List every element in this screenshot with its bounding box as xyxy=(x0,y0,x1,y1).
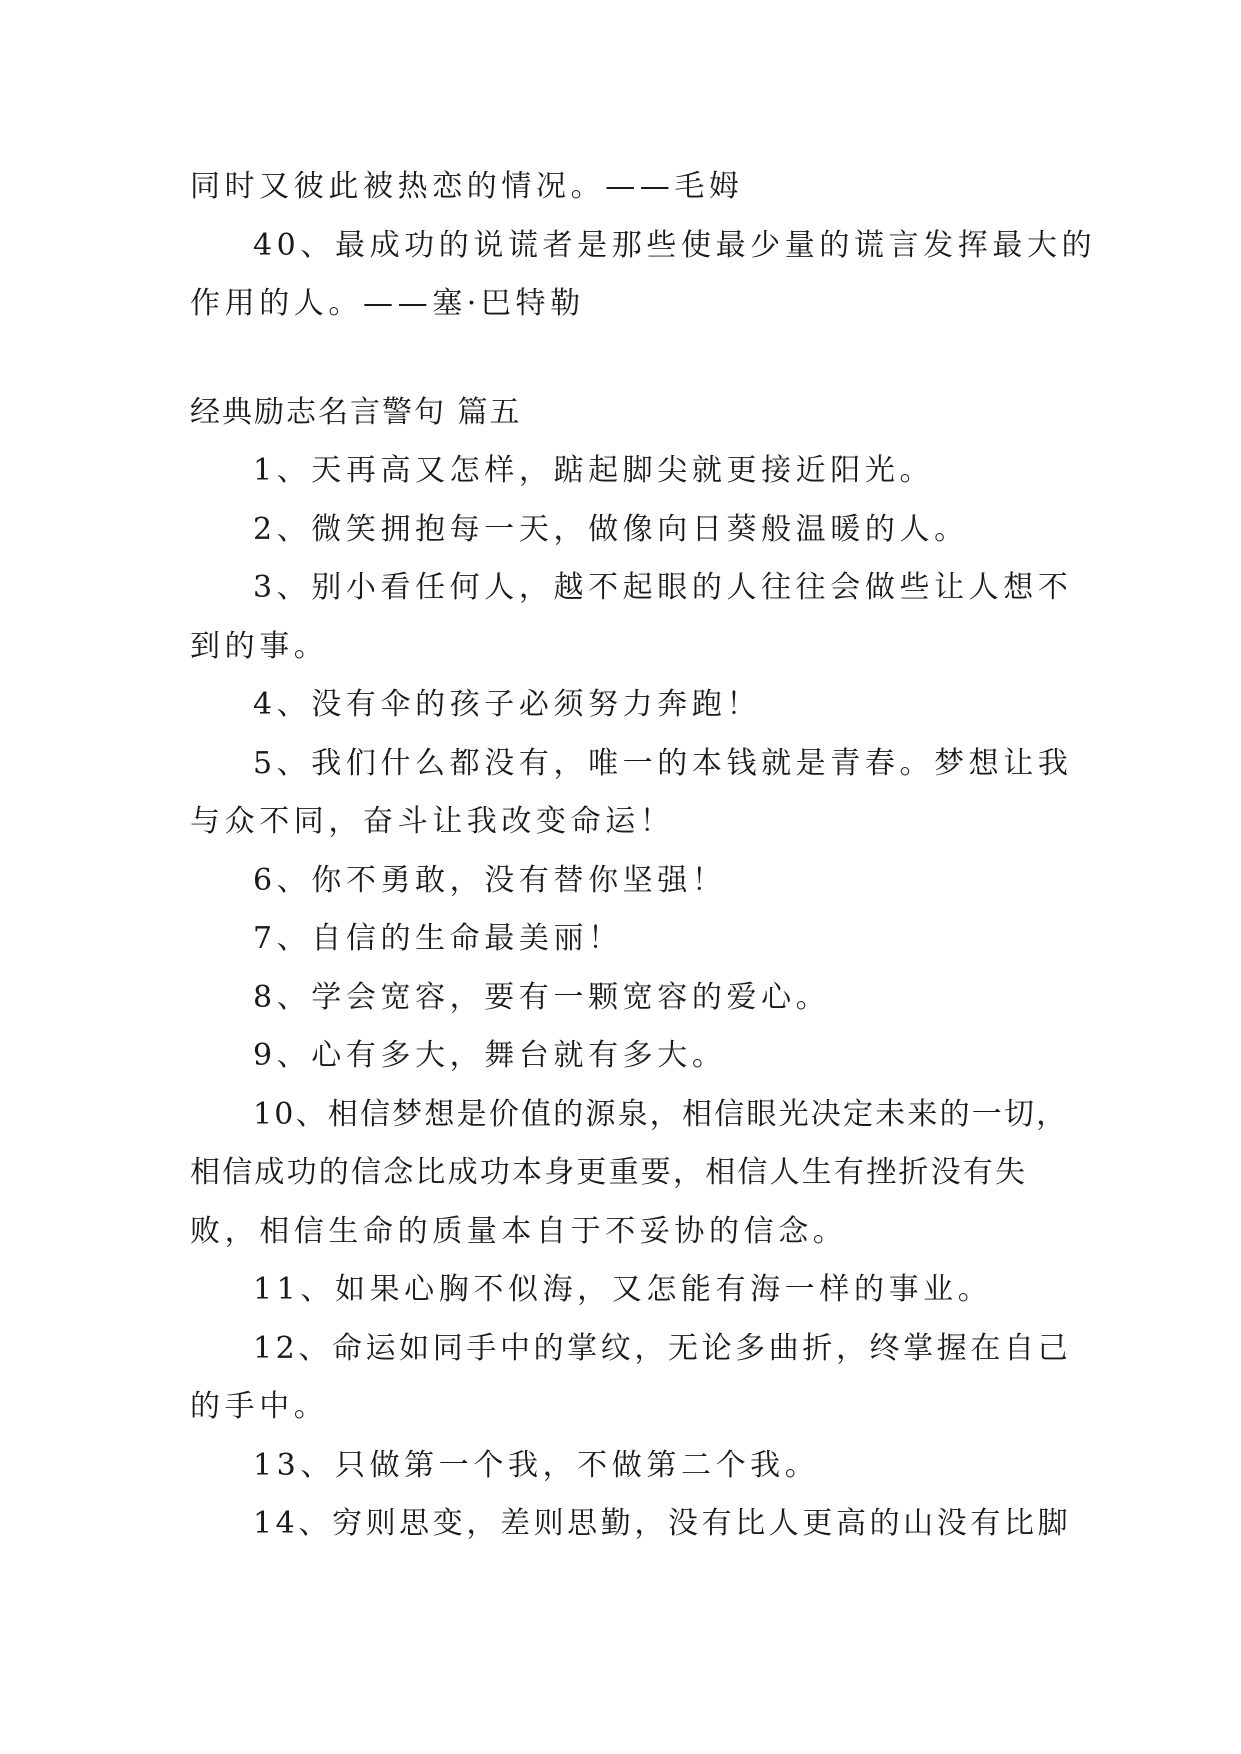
quote-11: 11、如果心胸不似海，又怎能有海一样的事业。 xyxy=(253,1272,993,1307)
quote-4: 4、没有伞的孩子必须努力奔跑！ xyxy=(253,687,762,722)
quote-10-line-3: 败，相信生命的质量本自于不妥协的信念。 xyxy=(190,1213,848,1249)
quote-40-line-1: 40、最成功的说谎者是那些使最少量的谎言发挥最大的 xyxy=(253,227,1097,263)
quote-6: 6、你不勇敢，没有替你坚强！ xyxy=(253,862,727,898)
quote-5-line-1: 5、我们什么都没有，唯一的本钱就是青春。梦想让我 xyxy=(253,745,1073,781)
quote-1: 1、天再高又怎样，踮起脚尖就更接近阳光。 xyxy=(253,453,935,488)
quote-10-line-1: 10、相信梦想是价值的源泉，相信眼光决定未来的一切， xyxy=(253,1096,1069,1132)
quote-8: 8、学会宽容，要有一颗宽容的爱心。 xyxy=(253,979,831,1015)
quote-12-line-1: 12、命运如同手中的掌纹，无论多曲折，终掌握在自己 xyxy=(253,1330,1072,1366)
quote-13: 13、只做第一个我，不做第二个我。 xyxy=(253,1447,820,1483)
quote-3-line-1: 3、别小看任何人，越不起眼的人往往会做些让人想不 xyxy=(253,570,1073,605)
quote-10-line-2: 相信成功的信念比成功本身更重要，相信人生有挫折没有失 xyxy=(190,1155,1028,1190)
quote-14-line-1: 14、穷则思变，差则思勤，没有比人更高的山没有比脚 xyxy=(253,1506,1072,1541)
document-page xyxy=(190,158,1097,1554)
quote-7: 7、自信的生命最美丽！ xyxy=(253,921,623,956)
quote-5-line-2: 与众不同，奋斗让我改变命运！ xyxy=(190,804,675,839)
paragraph-continuation: 同时又彼此被热恋的情况。——毛姆 xyxy=(190,169,744,204)
quote-40-line-2: 作用的人。——塞·巴特勒 xyxy=(190,286,585,321)
quote-9: 9、心有多大，舞台就有多大。 xyxy=(253,1038,727,1073)
section-gap xyxy=(190,334,1050,384)
quote-3-line-2: 到的事。 xyxy=(190,628,329,664)
quote-2: 2、微笑拥抱每一天，做像向日葵般温暖的人。 xyxy=(253,511,969,547)
section-title: 经典励志名言警句 篇五 xyxy=(190,394,522,430)
quote-12-line-2: 的手中。 xyxy=(190,1389,329,1424)
